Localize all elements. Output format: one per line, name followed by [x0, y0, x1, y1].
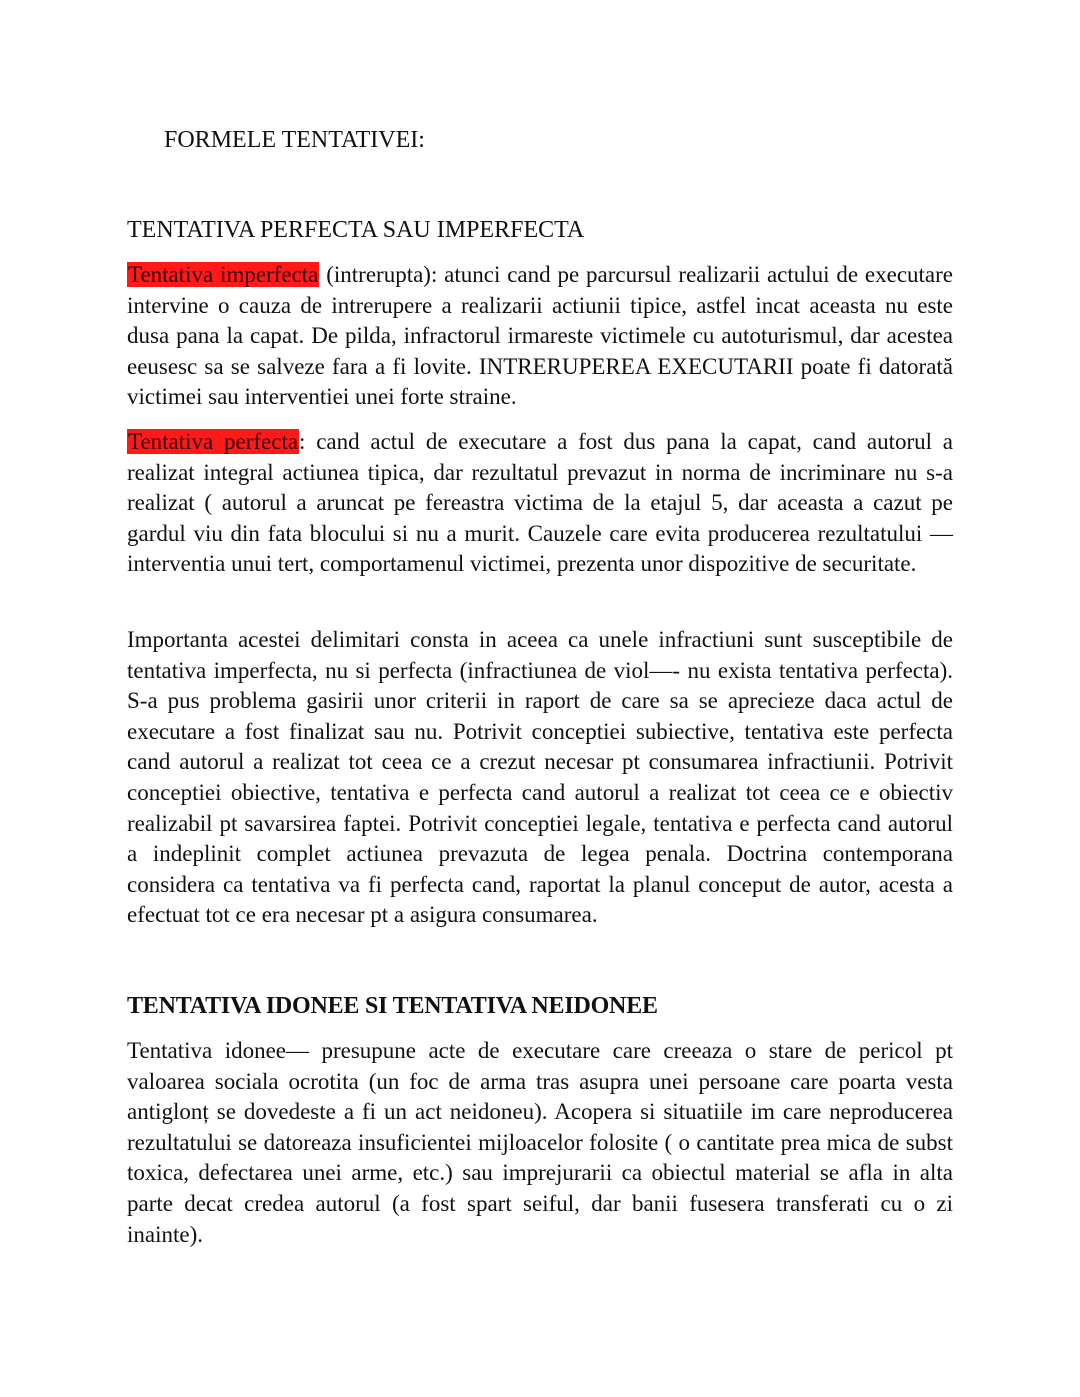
- paragraph-text: : cand actul de executare a fost dus pana la capat, cand autorul a realizat integral actiunea tipica, dar rezultatul prevazut in norma de incriminare nu s-a realizat ( autorul a aruncat pe fereastra victima de la etajul 5, dar aceasta a cazut pe gardul viu din fata blocului si nu a murit. Cauzele care evita producerea rezultatului — interventia unui tert, comportamenul victimei, prezenta unor dispozitive de securitate.: [127, 429, 953, 577]
- paragraph-tentativa-perfecta: [127, 427, 953, 580]
- section-heading-idonee: TENTATIVA IDONEE SI TENTATIVA NEIDONEE: [127, 993, 658, 1019]
- paragraph-text: (intrerupta): atunci cand pe parcursul realizarii actului de executare intervine o cauza de intrerupere a realizarii actiunii tipice, astfel incat aceasta nu este dusa pana la capat. De pilda, infractorul irmareste victimele cu autoturismul, dar acestea eeusesc sa se salveze fara a fi lovite. INTRERUPEREA EXECUTARII poate fi datorată victimei sau interventiei unei forte straine.: [127, 262, 954, 410]
- highlighted-term-perfecta: Tentativa perfecta: [128, 429, 299, 454]
- paragraph-tentativa-imperfecta: [127, 260, 953, 413]
- highlighted-term-imperfecta: Tentativa imperfecta: [128, 262, 319, 287]
- paragraph-importanta: Importanta acestei delimitari consta in aceea ca unele infractiuni sunt susceptibile de tentativa imperfecta, nu si perfecta (infractiunea de viol—- nu exista tentativa perfecta). S-a pus problema gasirii unor criterii in raport de care sa se aprecieze daca actul de executare a fost finalizat sau nu. Potrivit conceptiei subiective, tentativa este perfecta cand autorul a realizat tot ceea ce a crezut necesar pt consumarea infractiunii. Potrivit conceptiei obiective, tentativa e perfecta cand autorul a realizat tot ceea ce e obiectiv realizabil pt savarsirea faptei. Potrivit conceptiei legale, tentativa e perfecta cand autorul a indeplinit complet actiunea prevazuta de legea penala. Doctrina contemporana considera ca tentativa va fi perfecta cand, raportat la planul conceput de autor, acesta a efectuat tot ce era necesar pt a asigura consumarea.: [127, 627, 953, 928]
- document-title: FORMELE TENTATIVEI:: [164, 127, 425, 153]
- section-heading-perfecta: TENTATIVA PERFECTA SAU IMPERFECTA: [127, 217, 585, 243]
- paragraph-tentativa-idonee: Tentativa idonee— presupune acte de executare care creeaza o stare de pericol pt valoarea sociala ocrotita (un foc de arma tras asupra unei persoane care poarta vesta antiglonț se dovedeste a fi un act neidoneu). Acopera si situatiile im care neproducerea rezultatului se datoreaza insuficientei mijloacelor folosite ( o cantitate prea mica de subst toxica, defectarea unei arme, etc.) sau imprejurarii ca obiectul material se afla in alta parte decat credea autorul (a fost spart seiful, dar banii fusesera transferati cu o zi inainte).: [127, 1038, 953, 1247]
